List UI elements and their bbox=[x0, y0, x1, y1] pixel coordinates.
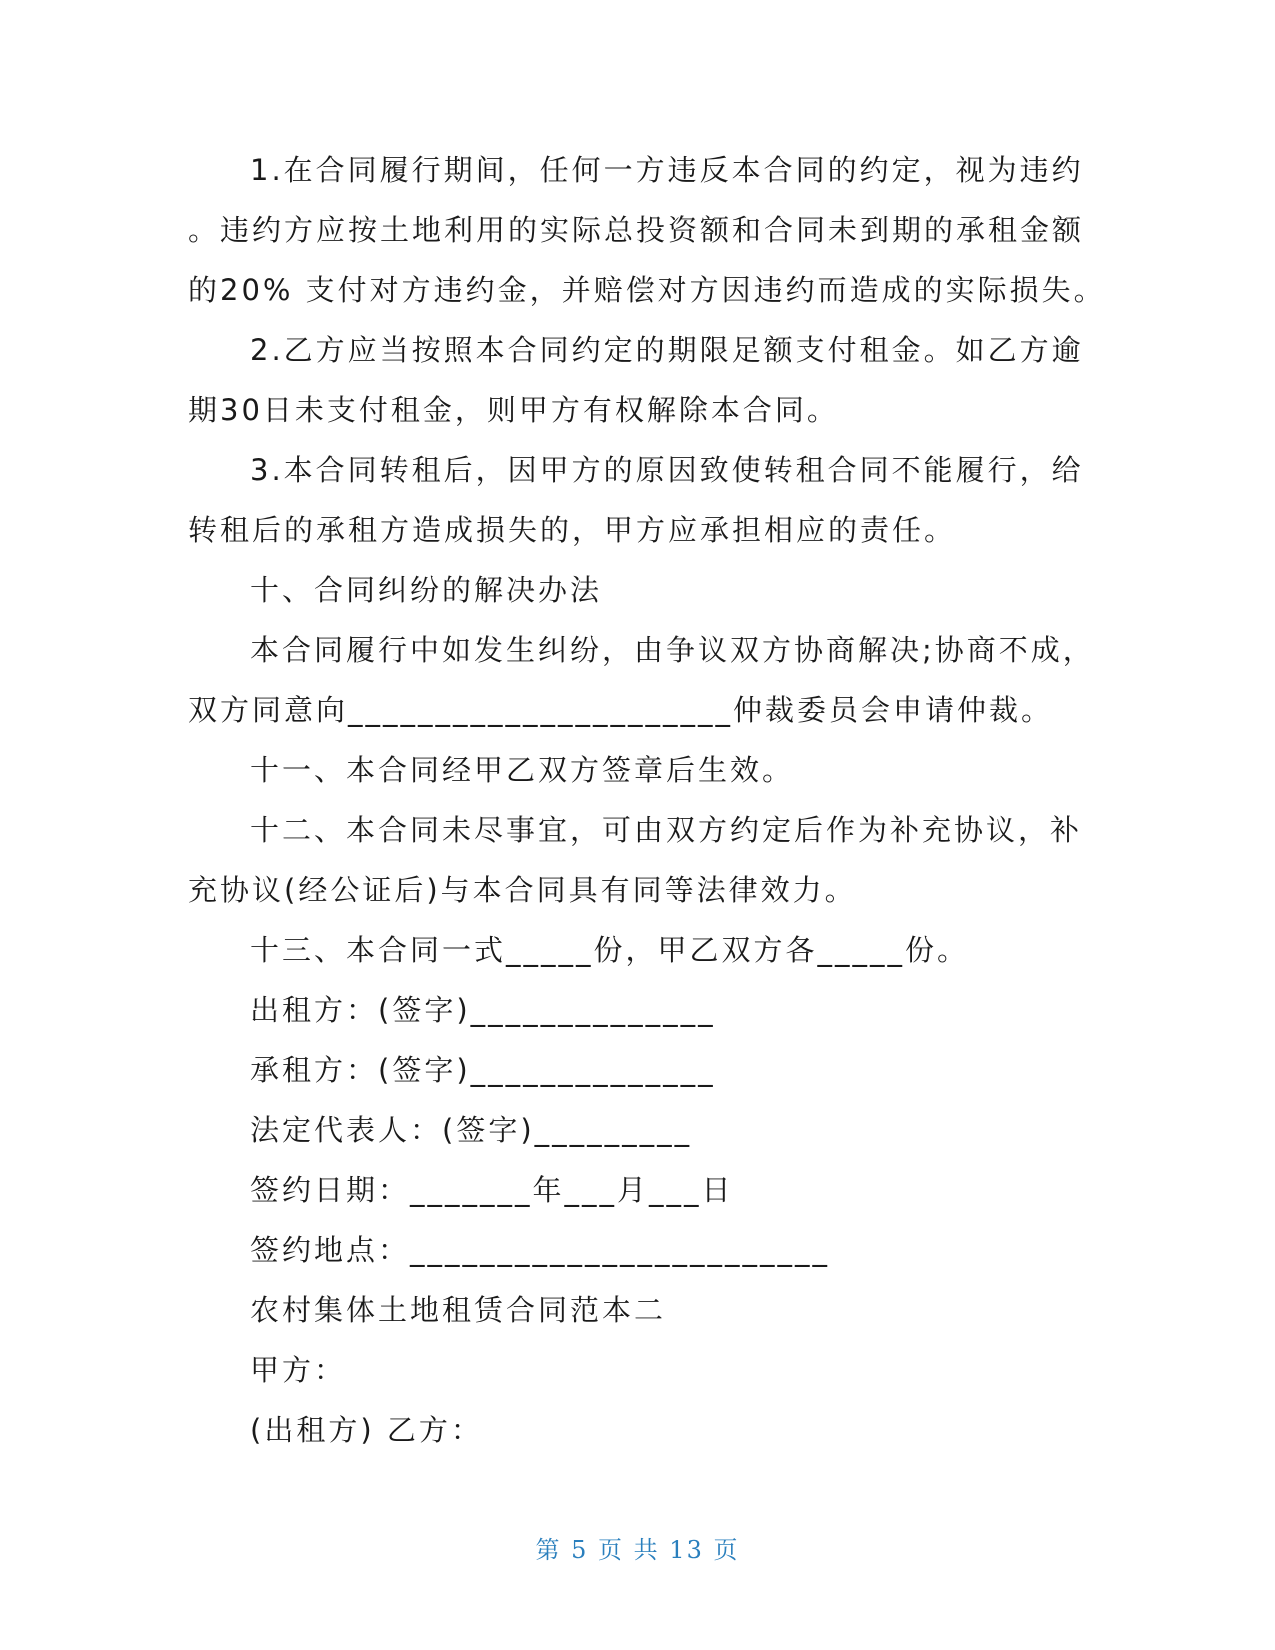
paragraph-line: 转租后的承租方造成损失的，甲方应承担相应的责任。 bbox=[188, 513, 957, 547]
signing-date-line: 签约日期：_______年___月___日 bbox=[250, 1173, 734, 1207]
page-number-footer: 第 5 页 共 13 页 bbox=[535, 1536, 740, 1564]
paragraph-line: 本合同履行中如发生纠纷，由争议双方协商解决;协商不成， bbox=[250, 633, 1095, 667]
paragraph-line: 2.乙方应当按照本合同约定的期限足额支付租金。如乙方逾 bbox=[250, 333, 1084, 367]
legal-rep-signature-line: 法定代表人：(签字)_________ bbox=[250, 1113, 693, 1147]
section-heading: 十、合同纠纷的解决办法 bbox=[250, 573, 603, 607]
lessor-signature-line: 出租方：(签字)______________ bbox=[250, 993, 716, 1027]
lessee-signature-line: 承租方：(签字)______________ bbox=[250, 1053, 716, 1087]
paragraph-line: 3.本合同转租后，因甲方的原因致使转租合同不能履行，给 bbox=[250, 453, 1084, 487]
paragraph-line: 1.在合同履行期间，任何一方违反本合同的约定，视为违约 bbox=[250, 153, 1084, 187]
paragraph-line: 充协议(经公证后)与本合同具有同等法律效力。 bbox=[188, 873, 857, 907]
signing-place-line: 签约地点：________________________ bbox=[250, 1233, 831, 1267]
paragraph-line: 双方同意向______________________仲裁委员会申请仲裁。 bbox=[188, 693, 1054, 727]
paragraph-line: 的20% 支付对方违约金，并赔偿对方因违约而造成的实际损失。 bbox=[188, 273, 1106, 307]
document-title-two: 农村集体土地租赁合同范本二 bbox=[250, 1293, 667, 1327]
party-b-line: (出租方) 乙方： bbox=[250, 1413, 483, 1447]
paragraph-line: 期30日未支付租金，则甲方有权解除本合同。 bbox=[188, 393, 839, 427]
clause-line: 十三、本合同一式_____份，甲乙双方各_____份。 bbox=[250, 933, 970, 967]
party-a-line: 甲方： bbox=[250, 1353, 347, 1387]
document-body bbox=[188, 140, 1106, 1460]
clause-line: 十二、本合同未尽事宜，可由双方约定后作为补充协议，补 bbox=[250, 813, 1083, 847]
clause-line: 十一、本合同经甲乙双方签章后生效。 bbox=[250, 753, 795, 787]
paragraph-line: 。违约方应按土地利用的实际总投资额和合同未到期的承租金额 bbox=[188, 213, 1085, 247]
